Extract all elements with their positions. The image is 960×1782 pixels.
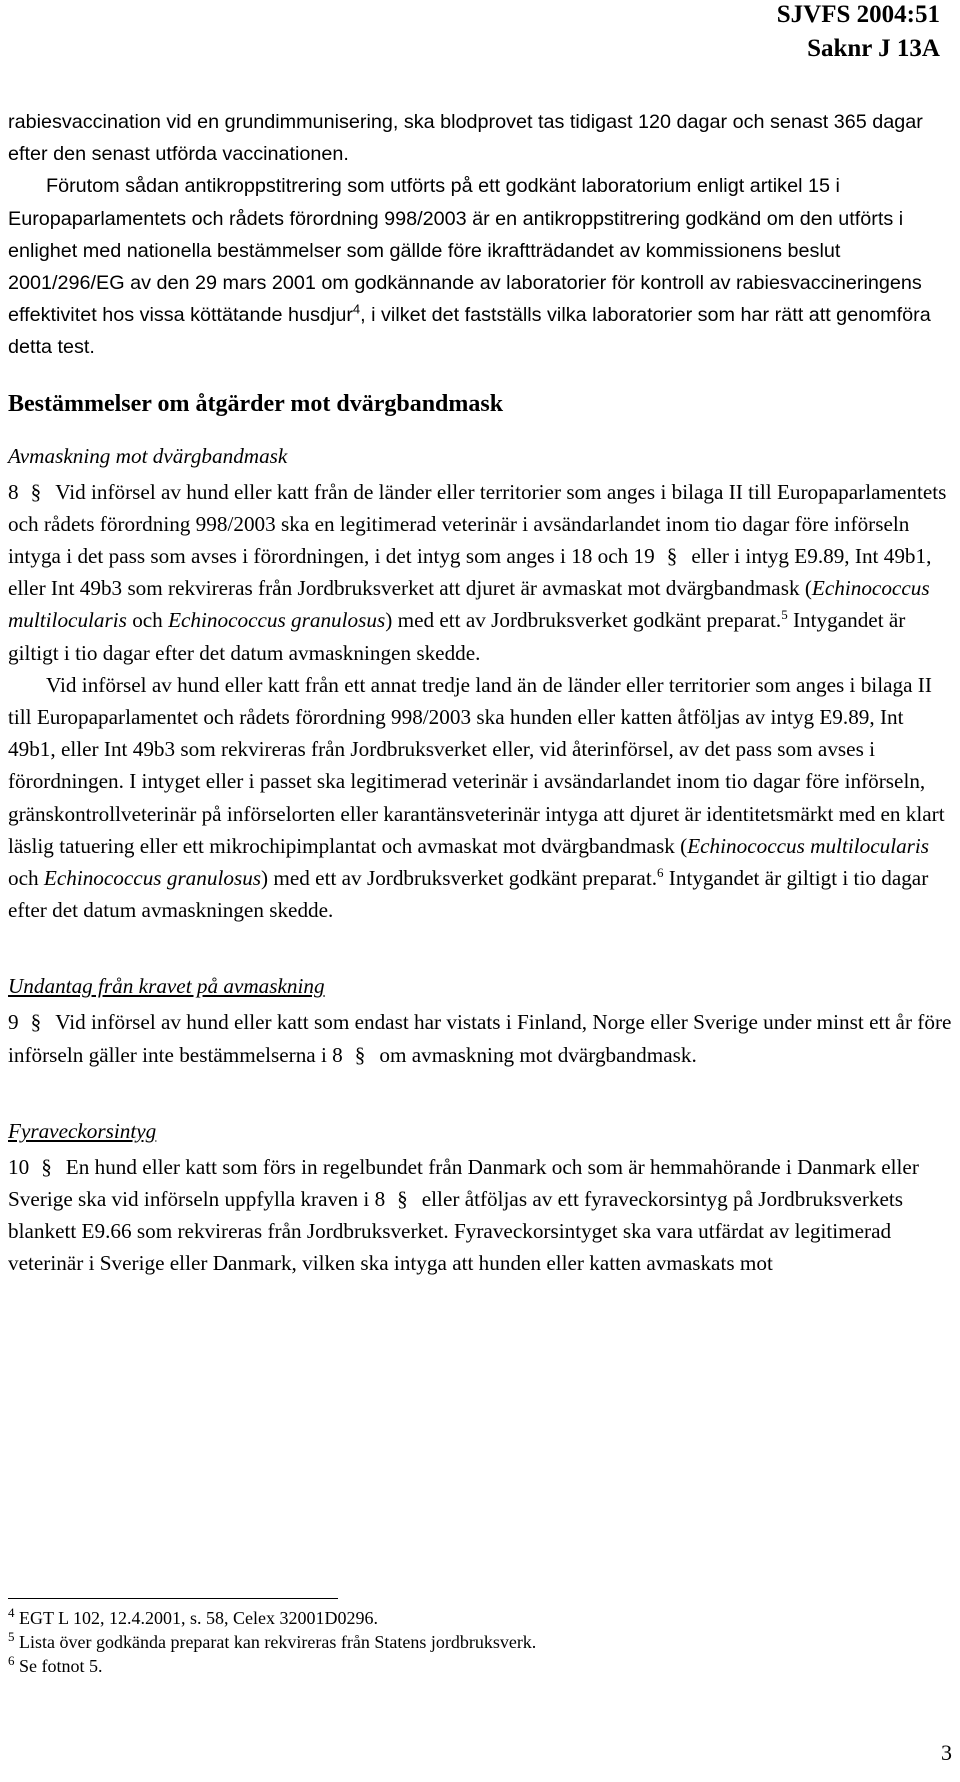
section-symbol: § <box>30 479 42 504</box>
footnote-ref-5: 5 <box>781 607 788 623</box>
section-8-paragraph-1 <box>8 476 953 669</box>
header-doc-id: SJVFS 2004:51 <box>776 1 940 28</box>
footnote-separator <box>8 1598 338 1599</box>
footnote-number: 5 <box>8 1629 15 1644</box>
section-10-paragraph <box>8 1151 953 1280</box>
footnote-number: 6 <box>8 1653 15 1668</box>
section-text: ) med ett av Jordbruksverket godkänt preparat. <box>261 866 657 891</box>
section-8-paragraph-2 <box>8 669 953 927</box>
section-text: eller åtföljas av ett fyraveckorsintyg på Jordbruksverkets blankett E9.66 som rekvireras från Jordbruksverket. Fyraveckorsintyget ska vara utfärdat av legitimerad veterinär i Sverige eller Danmark, vilken ska intyga att hunden eller katten avmaskats mot <box>8 1187 904 1276</box>
section-text: och <box>8 866 39 891</box>
section-text: En hund eller katt som förs in regelbundet från Danmark och som är hemmahörande i Danmark eller Sverige ska vid införseln uppfylla kraven i 8 <box>8 1154 919 1212</box>
section-symbol: § <box>41 1154 52 1179</box>
heading-deworming: Avmaskning mot dvärgbandmask <box>8 443 288 468</box>
section-text: Vid införsel av hund eller katt från de länder eller territorier som anges i bilaga II till Europaparlamentets och rådets förordning 998/2003 ska en legitimerad veterinär i avsändarlandet inom tio dagar före införseln intyga i det pass som avses i förordningen, i det intyg som anges i 18 och 19 <box>8 479 947 569</box>
section-text: ) med ett av Jordbruksverket godkänt preparat. <box>385 608 782 633</box>
page-header <box>777 0 940 66</box>
section-symbol: § <box>30 1010 42 1035</box>
heading-exemption: Undantag från kravet på avmaskning <box>8 974 325 999</box>
paragraph-text: Förutom sådan antikroppstitrering som utförts på ett godkänt laboratorium enligt artikel 15 i Europaparlamentets och rådets förordning 998/2003 är en antikroppstitrering godkänd om den utförts i enlighet med nationella bestämmelser som gällde före ikraftträdandet av kommissionens beslut 2001/296/EG av den 29 mars 2001 om godkännande av laboratorier för kontroll av rabiesvaccineringens effektivitet hos vissa köttätande husdjur <box>8 175 922 327</box>
document-body <box>8 106 953 1280</box>
footnotes <box>8 1606 536 1678</box>
section-text: om avmaskning mot dvärgbandmask. <box>379 1042 697 1067</box>
section-9-paragraph <box>8 1006 953 1070</box>
section-text: Intygandet är giltigt i tio dagar efter det datum avmaskningen skedde. <box>8 866 929 923</box>
section-symbol-inline: § <box>666 544 678 569</box>
section-number: 9 <box>8 1010 19 1035</box>
footnote-text: Lista över godkända preparat kan rekvireras från Statens jordbruksverk. <box>19 1632 537 1652</box>
paragraph-antibody-titration <box>8 170 953 363</box>
section-text: Vid införsel av hund eller katt som endast har vistats i Finland, Norge eller Sverige under minst ett år före införseln gäller inte bestämmelserna i 8 <box>8 1010 952 1067</box>
footnote-ref-6: 6 <box>657 865 664 880</box>
section-number: 8 <box>8 479 19 504</box>
section-text: och <box>132 608 163 633</box>
section-text: Intygandet är giltigt i tio dagar efter det datum avmaskningen skedde. <box>8 608 906 665</box>
header-saknr: Saknr J 13A <box>807 35 940 62</box>
footnote-text: Se fotnot 5. <box>19 1656 103 1676</box>
heading-four-week-certificate: Fyraveckorsintyg <box>8 1118 157 1143</box>
species-name: Echinococcus granulosus <box>168 608 386 633</box>
footnote-number: 4 <box>8 1605 15 1620</box>
section-number: 10 <box>8 1154 30 1179</box>
section-text: Vid införsel av hund eller katt från ett annat tredje land än de länder eller territorier som anges i bilaga II till Europaparlamentet och rådets förordning 998/2003 ska hunden eller katten åtföljas av intyg E9.89, Int 49b1, eller Int 49b3 som rekvireras från Jordbruksverket eller, vid återinförsel, av det pass som avses i förordningen. I intyget eller i passet ska legitimerad veterinär i avsändarlandet inom tio dagar före införseln, gränskontrollveterinär på införselorten eller karantänsveterinär intyga att djuret är identitetsmärkt med en klart läslig tatuering eller ett mikrochipimplantat och avmaskat mot dvärgbandmask ( <box>8 672 945 858</box>
section-symbol-inline: § <box>354 1042 366 1067</box>
paragraph-rabies-continued: rabiesvaccination vid en grundimmunisering, ska blodprovet tas tidigast 120 dagar och senast 365 dagar efter den senast utförda vaccinationen. <box>8 111 923 166</box>
footnote-ref-4: 4 <box>352 301 361 317</box>
footnote-text: EGT L 102, 12.4.2001, s. 58, Celex 32001D0296. <box>19 1608 378 1628</box>
section-symbol-inline: § <box>397 1187 408 1212</box>
footnote-4 <box>8 1606 536 1630</box>
footnote-5 <box>8 1630 536 1654</box>
species-name: Echinococcus multilocularis <box>8 576 930 633</box>
page-number: 3 <box>941 1740 952 1765</box>
heading-tapeworm-rules: Bestämmelser om åtgärder mot dvärgbandmask <box>8 390 504 417</box>
species-name: Echinococcus granulosus <box>43 866 262 891</box>
footnote-6 <box>8 1654 536 1678</box>
species-name: Echinococcus multilocularis <box>687 833 930 858</box>
paragraph-text-after: , i vilket det fastställs vilka laboratorier som har rätt att genomföra detta test. <box>8 304 931 359</box>
section-text: eller i intyg E9.89, Int 49b1, eller Int 49b3 som rekvireras från Jordbruksverket att djuret är avmaskat mot dvärgbandmask ( <box>8 544 932 601</box>
